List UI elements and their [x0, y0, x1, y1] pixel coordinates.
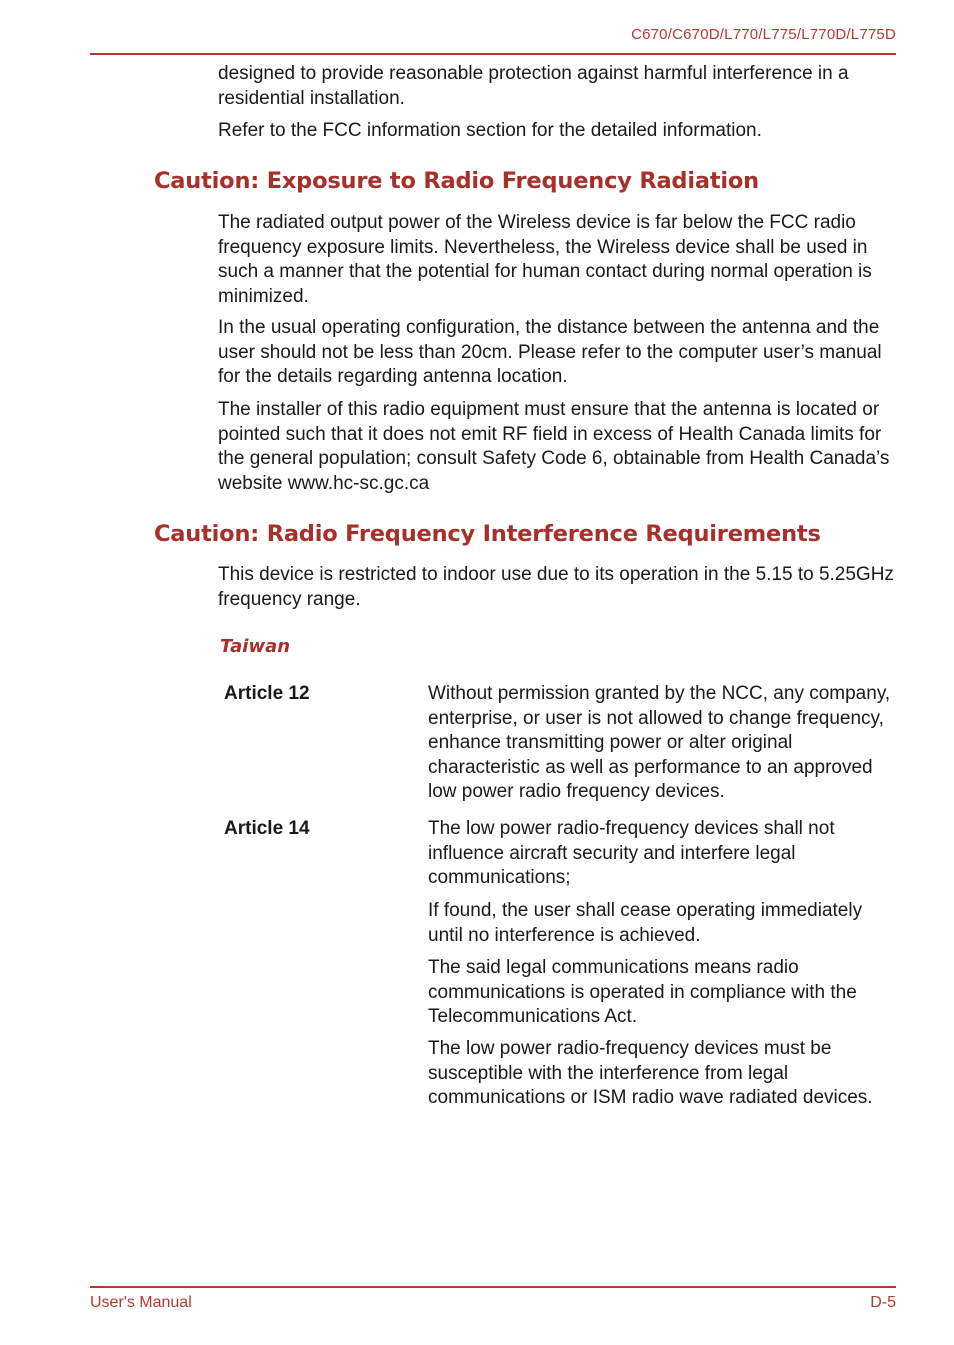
article-14-label: Article 14: [224, 818, 310, 839]
rf-exposure-paragraph-1: The radiated output power of the Wireless device is far below the FCC radio frequency exposure limits. Nevertheless, the Wireless device shall be used in such a manner that the potential for human contact during normal operation is minimized.: [218, 212, 872, 307]
page-number: D-5: [870, 1294, 896, 1311]
intro-paragraph-2: Refer to the FCC information section for the detailed information.: [218, 120, 762, 141]
article-12-label: Article 12: [224, 683, 310, 704]
article-14-paragraph-1: The low power radio-frequency devices shall not influence aircraft security and interfere legal communications;: [428, 818, 835, 888]
article-14-paragraph-2: If found, the user shall cease operating immediately until no interference is achieved.: [428, 900, 863, 946]
rf-exposure-paragraph-3: The installer of this radio equipment must ensure that the antenna is located or pointed such that it does not emit RF field in excess of Health Canada limits for the general population; consult Safety Code 6, obtainable from Health Canada’s website www.hc-sc.gc.ca: [218, 399, 890, 494]
intro-paragraph-1: designed to provide reasonable protection against harmful interference in a residential installation.: [218, 63, 849, 109]
footer-rule: [90, 1286, 896, 1288]
section-heading-rf-exposure: Caution: Exposure to Radio Frequency Radiation: [154, 168, 759, 194]
article-12-text: Without permission granted by the NCC, any company, enterprise, or user is not allowed to change frequency, enhance transmitting power or alter original characteristic as well as performance to an approved low power radio frequency devices.: [428, 683, 891, 802]
rf-exposure-paragraph-2: In the usual operating configuration, the distance between the antenna and the user should not be less than 20cm. Please refer to the computer user’s manual for the details regarding antenna location.: [218, 317, 882, 387]
footer-manual-title: User's Manual: [90, 1294, 192, 1311]
section-heading-rf-interference: Caution: Radio Frequency Interference Requirements: [154, 521, 821, 547]
article-14-paragraph-3: The said legal communications means radio communications is operated in compliance with the Telecommunications Act.: [428, 957, 857, 1027]
taiwan-heading: Taiwan: [220, 636, 291, 657]
rf-interference-paragraph: This device is restricted to indoor use due to its operation in the 5.15 to 5.25GHz frequency range.: [218, 564, 894, 610]
header-rule: [90, 53, 896, 55]
article-14-paragraph-4: The low power radio-frequency devices must be susceptible with the interference from legal communications or ISM radio wave radiated devices.: [428, 1038, 873, 1108]
running-header: C670/C670D/L770/L775/L770D/L775D: [631, 26, 896, 43]
